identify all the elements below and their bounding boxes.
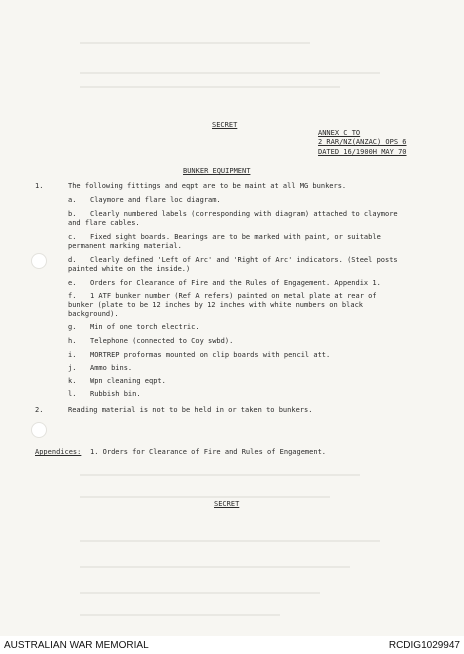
- item-letter: c.: [68, 233, 77, 241]
- item-letter: i.: [68, 351, 77, 359]
- para-1-number: 1.: [35, 182, 44, 190]
- item-text-cont: painted white on the inside.): [68, 265, 191, 273]
- item-text: Rubbish bin.: [90, 390, 141, 398]
- classification-top: SECRET: [212, 121, 238, 129]
- item-letter: a.: [68, 196, 77, 204]
- footer-source: AUSTRALIAN WAR MEMORIAL: [4, 640, 149, 651]
- para-2-number: 2.: [35, 406, 44, 414]
- punch-hole-bottom: [31, 422, 47, 438]
- bleed-through-mark: [80, 86, 340, 88]
- item-letter: g.: [68, 323, 77, 331]
- item-letter: f.: [68, 292, 77, 300]
- bleed-through-mark: [80, 566, 350, 568]
- item-text: Wpn cleaning eqpt.: [90, 377, 166, 385]
- annex-line-2: 2 RAR/NZ(ANZAC) OPS 6: [318, 138, 407, 146]
- item-text: Orders for Clearance of Fire and the Rules of Engagement. Appendix 1.: [90, 279, 381, 287]
- item-text: Clearly numbered labels (corresponding with diagram) attached to claymore: [90, 210, 398, 218]
- para-2-text: Reading material is not to be held in or taken to bunkers.: [68, 406, 313, 414]
- item-text: Clearly defined 'Left of Arc' and 'Right of Arc' indicators. (Steel posts: [90, 256, 398, 264]
- item-letter: k.: [68, 377, 77, 385]
- bleed-through-mark: [80, 540, 380, 542]
- item-letter: l.: [68, 390, 77, 398]
- item-letter: j.: [68, 364, 77, 372]
- para-1-text: The following fittings and eqpt are to be maint at all MG bunkers.: [68, 182, 347, 190]
- item-text-cont: and flare cables.: [68, 219, 140, 227]
- item-text: MORTREP proformas mounted on clip boards with pencil att.: [90, 351, 331, 359]
- appendices-text: 1. Orders for Clearance of Fire and Rules of Engagement.: [90, 448, 327, 456]
- item-letter: e.: [68, 279, 77, 287]
- bleed-through-mark: [80, 496, 330, 498]
- item-letter: d.: [68, 256, 77, 264]
- bleed-through-mark: [80, 614, 280, 616]
- annex-line-3: DATED 16/1900H MAY 70: [318, 148, 407, 156]
- item-letter: b.: [68, 210, 77, 218]
- item-letter: h.: [68, 337, 77, 345]
- item-text: 1 ATF bunker number (Ref A refers) painted on metal plate at rear of: [90, 292, 377, 300]
- bleed-through-mark: [80, 72, 380, 74]
- appendices-label: Appendices:: [35, 448, 82, 456]
- item-text: Claymore and flare loc diagram.: [90, 196, 221, 204]
- bleed-through-mark: [80, 592, 320, 594]
- item-text-cont: background).: [68, 310, 119, 318]
- footer-id: RCDIG1029947: [388, 640, 460, 651]
- item-text-cont: permanent marking material.: [68, 242, 182, 250]
- annex-line-1: ANNEX C TO: [318, 129, 361, 137]
- bleed-through-mark: [80, 474, 360, 476]
- classification-bottom: SECRET: [214, 500, 240, 508]
- archive-footer: [0, 636, 464, 654]
- item-text: Ammo bins.: [90, 364, 133, 372]
- item-text-cont: bunker (plate to be 12 inches by 12 inches with white numbers on black: [68, 301, 364, 309]
- bleed-through-mark: [80, 42, 310, 44]
- item-text: Fixed sight boards. Bearings are to be marked with paint, or suitable: [90, 233, 381, 241]
- punch-hole-top: [31, 253, 47, 269]
- item-text: Telephone (connected to Coy swbd).: [90, 337, 234, 345]
- item-text: Min of one torch electric.: [90, 323, 200, 331]
- document-title: BUNKER EQUIPMENT: [183, 167, 251, 175]
